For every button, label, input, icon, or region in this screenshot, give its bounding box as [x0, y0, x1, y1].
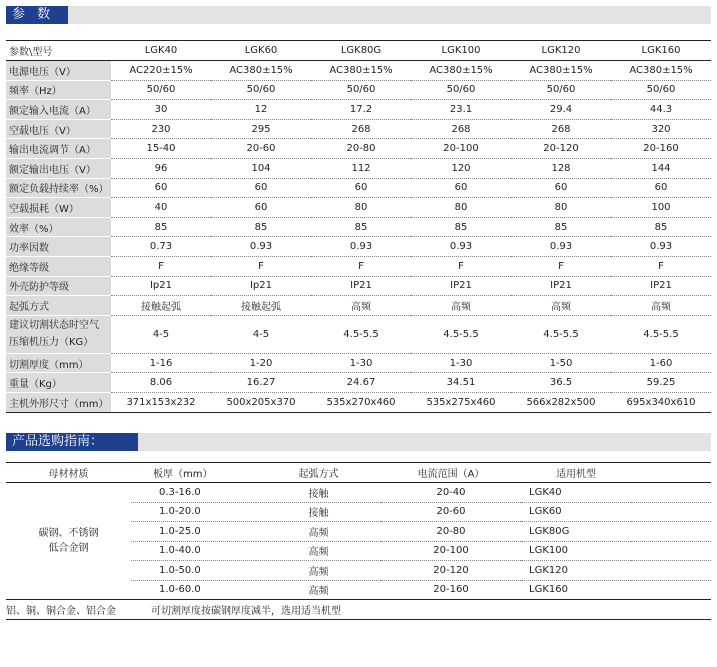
spec-cell: AC380±15% — [211, 61, 311, 81]
selection-cell-thickness: 1.0-40.0 — [131, 541, 256, 561]
spec-cell: 60 — [111, 178, 211, 198]
spec-cell: 1-60 — [611, 353, 711, 373]
selection-cell-arc: 接触 — [308, 488, 329, 500]
spec-cell: 80 — [311, 198, 411, 218]
spec-row-label — [6, 315, 111, 353]
selection-cell-current: 20-80 — [381, 522, 521, 542]
spec-cell: 50/60 — [211, 80, 311, 100]
spec-row-label: 额定输出电压（V） — [6, 158, 111, 178]
spec-row-label-line: 压缩机压力（KG） — [9, 337, 94, 349]
spec-row-label: 效率（%） — [6, 217, 111, 237]
selection-cell-arc: 接触 — [256, 502, 381, 522]
selection-row — [6, 483, 711, 503]
spec-cell: 59.25 — [611, 373, 711, 393]
spec-cell: 1-30 — [311, 353, 411, 373]
spec-cell: 695x340x610 — [611, 392, 711, 412]
spec-cell: 268 — [311, 119, 411, 139]
spec-row-label: 输出电流调节（A） — [6, 139, 111, 159]
selection-header-cell: 起弧方式 — [256, 463, 381, 483]
spec-cell: 50/60 — [511, 80, 611, 100]
spec-row — [6, 198, 711, 218]
spec-cell: AC220±15% — [111, 61, 211, 81]
spec-header-cell: LGK100 — [411, 41, 511, 61]
selection-cell-thickness: 0.3-16.0 — [159, 486, 201, 498]
spec-cell: 36.5 — [511, 373, 611, 393]
spec-row-label: 额定输入电流（A） — [6, 100, 111, 120]
spec-header-cell: LGK40 — [111, 41, 211, 61]
spec-cell: 接触起弧 — [211, 296, 311, 316]
spec-row — [6, 178, 711, 198]
spec-cell: 34.51 — [411, 373, 511, 393]
spec-row — [6, 139, 711, 159]
spec-cell: 50/60 — [111, 80, 211, 100]
spec-cell: 268 — [411, 119, 511, 139]
selection-cell-model: LGK40 — [529, 486, 562, 498]
selection-cell-arc: 高频 — [256, 561, 381, 581]
spec-cell: 60 — [611, 178, 711, 198]
spec-cell: 23.1 — [411, 100, 511, 120]
spec-table — [6, 40, 711, 413]
selection-cell-thickness: 1.0-50.0 — [131, 561, 256, 581]
spec-cell: 60 — [411, 178, 511, 198]
spec-row — [6, 80, 711, 100]
spec-row — [6, 315, 711, 353]
selection-cell-current: 20-160 — [381, 580, 521, 600]
spec-row — [6, 158, 711, 178]
spec-header-cell: LGK60 — [211, 41, 311, 61]
spec-cell: 60 — [211, 198, 311, 218]
spec-header-row — [6, 41, 711, 61]
spec-cell: 1-50 — [511, 353, 611, 373]
selection-cell-arc: 高频 — [256, 522, 381, 542]
spec-cell: 1-20 — [211, 353, 311, 373]
selection-cell-thickness: 1.0-60.0 — [131, 580, 256, 600]
spec-cell: 4-5 — [111, 315, 211, 353]
spec-row-label: 外壳防护等级 — [6, 276, 111, 296]
spec-cell: 500x205x370 — [211, 392, 311, 412]
selection-cell-model: LGK80G — [521, 522, 631, 542]
spec-row — [6, 392, 711, 412]
spec-cell: 50/60 — [411, 80, 511, 100]
spec-cell: 15-40 — [111, 139, 211, 159]
spec-cell: 高频 — [411, 296, 511, 316]
spec-cell: 1-16 — [111, 353, 211, 373]
spec-cell: 230 — [111, 119, 211, 139]
spec-cell: 80 — [411, 198, 511, 218]
selection-footer-row — [6, 600, 711, 620]
selection-cell-arc: 高频 — [256, 580, 381, 600]
spec-cell: 0.93 — [511, 237, 611, 257]
spec-cell: F — [111, 256, 211, 276]
spec-row-label: 切割厚度（mm） — [6, 353, 111, 373]
section-bar-params — [6, 6, 711, 24]
spec-cell: 44.3 — [611, 100, 711, 120]
spec-header-cell: LGK160 — [611, 41, 711, 61]
spec-cell: 85 — [411, 217, 511, 237]
spec-cell: F — [411, 256, 511, 276]
spec-cell: F — [511, 256, 611, 276]
spec-row-label: 起弧方式 — [6, 296, 111, 316]
selection-header-cell: 电流范围（A） — [381, 463, 521, 483]
spec-cell: 高频 — [611, 296, 711, 316]
selection-cell-model: LGK120 — [521, 561, 631, 581]
selection-cell-model: LGK160 — [521, 580, 631, 600]
spec-cell: 80 — [511, 198, 611, 218]
spec-row-label: 空载电压（V） — [6, 119, 111, 139]
spec-cell: 高频 — [511, 296, 611, 316]
spec-row — [6, 276, 711, 296]
spec-row-label: 电源电压（V） — [6, 61, 111, 81]
spec-cell: 接触起弧 — [111, 296, 211, 316]
spec-cell: 40 — [111, 198, 211, 218]
selection-cell-model: LGK60 — [521, 502, 631, 522]
spec-cell: 30 — [111, 100, 211, 120]
spec-cell: 高频 — [311, 296, 411, 316]
spec-cell: 29.4 — [511, 100, 611, 120]
selection-cell-thickness: 1.0-20.0 — [131, 502, 256, 522]
spec-cell: F — [311, 256, 411, 276]
spec-row — [6, 353, 711, 373]
spec-cell: 50/60 — [311, 80, 411, 100]
spec-cell: 0.93 — [211, 237, 311, 257]
spec-cell: 120 — [411, 158, 511, 178]
footer-material: 铝、铜、铜合金、铝合金 — [6, 600, 131, 620]
selection-cell-thickness: 1.0-25.0 — [131, 522, 256, 542]
spec-cell: 85 — [611, 217, 711, 237]
spec-cell: 85 — [211, 217, 311, 237]
spec-cell: 1-30 — [411, 353, 511, 373]
spec-cell: 20-120 — [511, 139, 611, 159]
spec-cell: 20-60 — [211, 139, 311, 159]
spec-cell: 24.67 — [311, 373, 411, 393]
spec-cell: IP21 — [311, 276, 411, 296]
spec-cell: AC380±15% — [411, 61, 511, 81]
spec-row-label: 绝缘等级 — [6, 256, 111, 276]
spec-cell: 0.73 — [111, 237, 211, 257]
spec-cell: 4.5-5.5 — [611, 315, 711, 353]
spec-cell: 4.5-5.5 — [311, 315, 411, 353]
spec-row-label: 额定负载持续率（%） — [6, 178, 111, 198]
spec-row — [6, 373, 711, 393]
selection-cell-current: 20-100 — [381, 541, 521, 561]
selection-cell-current: 20-40 — [436, 486, 466, 498]
spec-cell: 100 — [611, 198, 711, 218]
spec-row — [6, 217, 711, 237]
spec-cell: 535x275x460 — [411, 392, 511, 412]
material-cell — [6, 483, 131, 600]
spec-cell: 20-80 — [311, 139, 411, 159]
selection-header-cell: 适用机型 — [521, 463, 631, 483]
spec-row-label: 频率（Hz） — [6, 80, 111, 100]
spec-cell: F — [211, 256, 311, 276]
spec-cell: 96 — [111, 158, 211, 178]
spec-cell: Ip21 — [111, 276, 211, 296]
selection-header-cell: 母材材质 — [6, 463, 131, 483]
spec-cell: 20-160 — [611, 139, 711, 159]
spec-cell: 0.93 — [411, 237, 511, 257]
spec-cell: 128 — [511, 158, 611, 178]
spec-header-cell: 参数\型号 — [6, 41, 111, 61]
spec-cell: IP21 — [611, 276, 711, 296]
spec-cell: F — [611, 256, 711, 276]
spec-row — [6, 119, 711, 139]
spec-cell: Ip21 — [211, 276, 311, 296]
spec-cell: 144 — [611, 158, 711, 178]
spec-cell: 50/60 — [611, 80, 711, 100]
spec-cell: 20-100 — [411, 139, 511, 159]
selection-header-cell: 板厚（mm） — [131, 463, 256, 483]
spec-cell: 8.06 — [111, 373, 211, 393]
spec-row-label-line: 建议切割状态时空气 — [9, 320, 99, 332]
spec-cell: AC380±15% — [511, 61, 611, 81]
material-line: 碳钢、不锈钢 — [38, 528, 99, 539]
spec-cell: 85 — [511, 217, 611, 237]
spec-cell: 104 — [211, 158, 311, 178]
spec-row-label: 重量（Kg） — [6, 373, 111, 393]
spec-header-cell: LGK80G — [311, 41, 411, 61]
selection-cell-current: 20-60 — [381, 502, 521, 522]
spec-cell: 320 — [611, 119, 711, 139]
spec-cell: 0.93 — [311, 237, 411, 257]
spec-cell: 268 — [511, 119, 611, 139]
spec-row — [6, 237, 711, 257]
spec-header-cell: LGK120 — [511, 41, 611, 61]
selection-header-row — [6, 463, 711, 483]
selection-cell-model: LGK100 — [521, 541, 631, 561]
selection-cell-current: 20-120 — [381, 561, 521, 581]
spec-row-label: 主机外形尺寸（mm） — [6, 392, 111, 412]
spec-cell: 60 — [211, 178, 311, 198]
spec-cell: AC380±15% — [311, 61, 411, 81]
spec-cell: 85 — [311, 217, 411, 237]
spec-cell: 85 — [111, 217, 211, 237]
selection-table — [6, 462, 711, 620]
spec-cell: AC380±15% — [611, 61, 711, 81]
spec-cell: 16.27 — [211, 373, 311, 393]
spec-cell: 566x282x500 — [511, 392, 611, 412]
spec-row — [6, 296, 711, 316]
spec-cell: 371x153x232 — [111, 392, 211, 412]
spec-cell: 535x270x460 — [311, 392, 411, 412]
spec-row — [6, 100, 711, 120]
selection-cell-arc: 高频 — [256, 541, 381, 561]
spec-cell: 4.5-5.5 — [511, 315, 611, 353]
spec-cell: 12 — [211, 100, 311, 120]
spec-cell: 4-5 — [211, 315, 311, 353]
spec-row — [6, 256, 711, 276]
spec-row — [6, 61, 711, 81]
spec-cell: 112 — [311, 158, 411, 178]
material-line: 低合金钢 — [48, 543, 89, 554]
spec-cell: IP21 — [511, 276, 611, 296]
spec-cell: 0.93 — [611, 237, 711, 257]
spec-cell: IP21 — [411, 276, 511, 296]
spec-cell: 4.5-5.5 — [411, 315, 511, 353]
spec-cell: 60 — [311, 178, 411, 198]
footer-note: 可切割厚度按碳钢厚度减半，选用适当机型 — [131, 600, 711, 620]
spec-cell: 60 — [511, 178, 611, 198]
spec-cell: 295 — [211, 119, 311, 139]
spec-row-label: 功率因数 — [6, 237, 111, 257]
section-title-params: 参 数 — [6, 6, 68, 24]
spec-cell: 17.2 — [311, 100, 411, 120]
spec-row-label: 空载损耗（W） — [6, 198, 111, 218]
section-title-guide: 产品选购指南： — [6, 433, 138, 451]
